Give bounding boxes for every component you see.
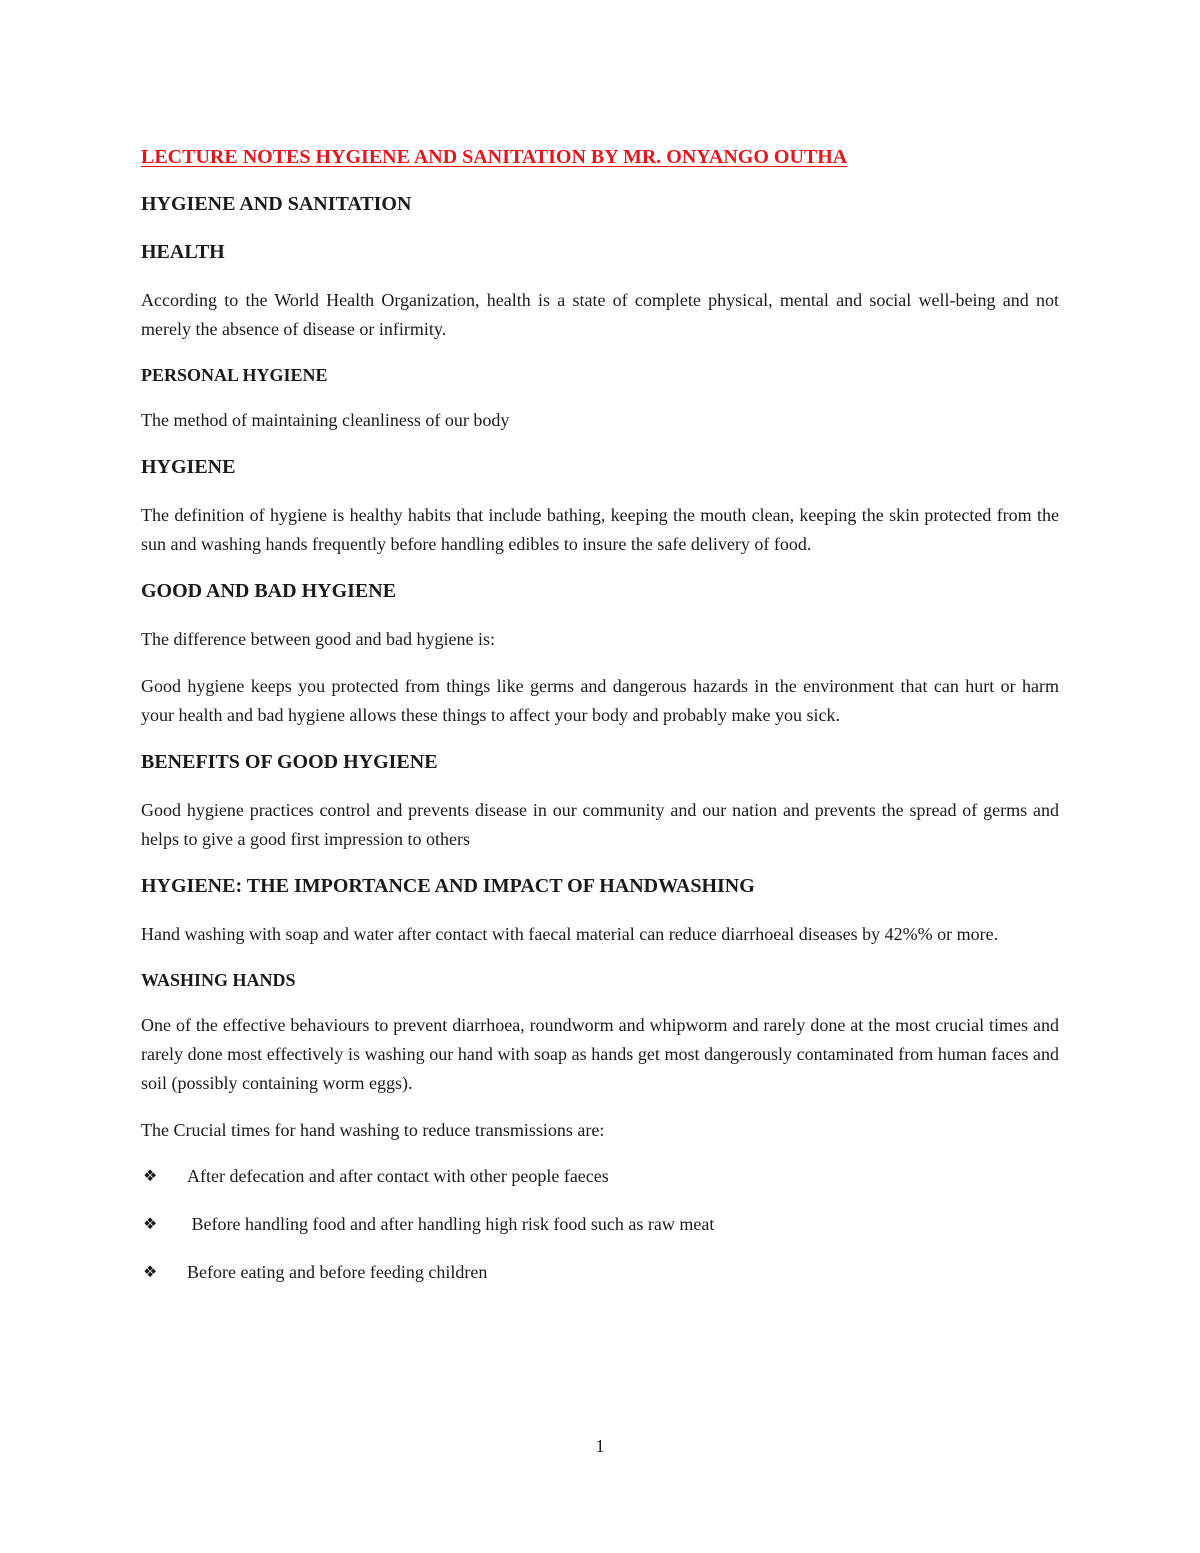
diamond-bullet-icon: ❖ [143,1168,158,1185]
heading-health: HEALTH [141,241,225,263]
heading-good-and-bad-hygiene: GOOD AND BAD HYGIENE [141,580,397,602]
document-page [141,140,1059,1306]
paragraph-personal-hygiene: The method of maintaining cleanliness of our body [141,410,510,430]
heading-personal-hygiene: PERSONAL HYGIENE [141,365,328,385]
list-item-text: Before eating and before feeding children [187,1262,488,1282]
list-item-text: Before handling food and after handling high risk food such as raw meat [187,1214,715,1234]
paragraph-hygiene: The definition of hygiene is healthy habits that include bathing, keeping the mouth clean, keeping the skin protected from the sun and washing hands frequently before handling edibles to insure the safe delivery of food. [141,505,1059,554]
paragraph-good-bad-detail: Good hygiene keeps you protected from things like germs and dangerous hazards in the environment that can hurt or harm your health and bad hygiene allows these things to affect your body and probably make you sick. [141,676,1059,725]
paragraph-washing-hands: One of the effective behaviours to prevent diarrhoea, roundworm and whipworm and rarely done at the most crucial times and rarely done most effectively is washing our hand with soap as hands get most dangerously contaminated from human faces and soil (possibly containing worm eggs). [141,1015,1059,1093]
crucial-times-list [141,1162,1059,1287]
heading-hygiene-and-sanitation: HYGIENE AND SANITATION [141,193,412,215]
paragraph-crucial-times: The Crucial times for hand washing to reduce transmissions are: [141,1120,605,1140]
page-number: 1 [595,1436,605,1456]
paragraph-benefits: Good hygiene practices control and prevents disease in our community and our nation and prevents the spread of germs and helps to give a good first impression to others [141,800,1059,849]
heading-benefits-of-good-hygiene: BENEFITS OF GOOD HYGIENE [141,751,438,773]
paragraph-handwashing-importance: Hand washing with soap and water after contact with faecal material can reduce diarrhoeal diseases by 42%% or more. [141,924,999,944]
heading-hygiene: HYGIENE [141,456,236,478]
paragraph-health: According to the World Health Organization, health is a state of complete physical, mental and social well-being and not merely the absence of disease or infirmity. [141,290,1059,339]
paragraph-good-bad-intro: The difference between good and bad hygiene is: [141,629,496,649]
diamond-bullet-icon: ❖ [143,1264,158,1281]
document-title: LECTURE NOTES HYGIENE AND SANITATION BY MR. ONYANGO OUTHA [141,146,848,168]
list-item [141,1258,1059,1287]
diamond-bullet-icon: ❖ [143,1216,158,1233]
list-item [141,1210,1059,1239]
list-item [141,1162,1059,1191]
list-item-text: After defecation and after contact with other people faeces [187,1166,609,1186]
heading-washing-hands: WASHING HANDS [141,970,296,990]
heading-handwashing-importance: HYGIENE: THE IMPORTANCE AND IMPACT OF HANDWASHING [141,875,755,897]
